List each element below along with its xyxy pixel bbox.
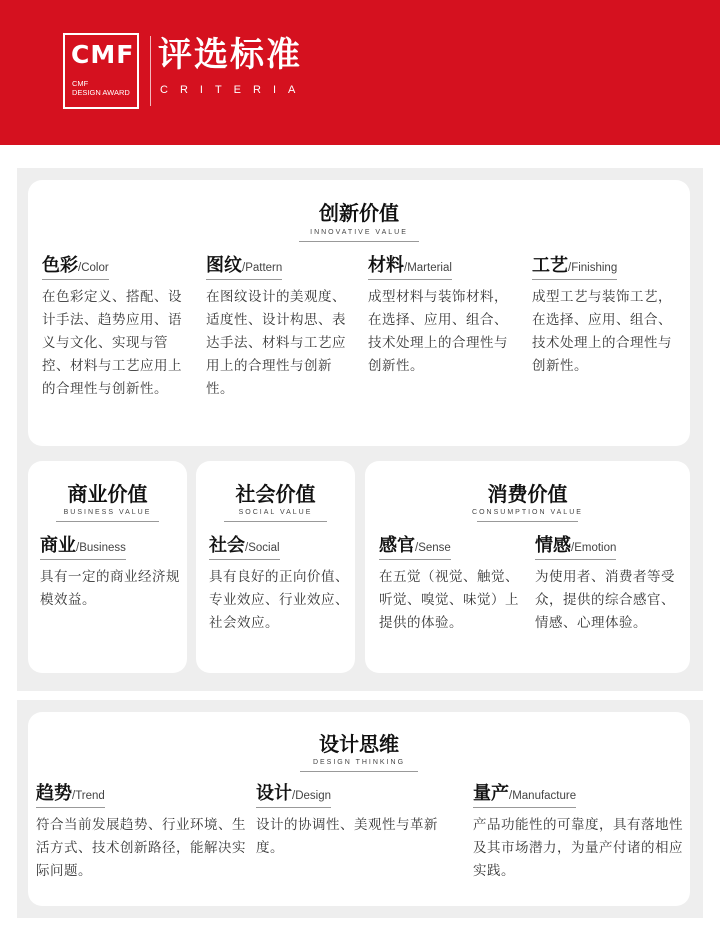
criterion-name: 商业 xyxy=(40,535,76,556)
criterion-name: 社会 xyxy=(209,535,245,556)
criterion-en: /Finishing xyxy=(568,262,618,274)
criterion-text: 在五觉（视觉、触觉、听觉、嗅觉、味觉）上提供的体验。 xyxy=(379,569,519,631)
card-subtitle: SOCIAL VALUE xyxy=(238,509,313,516)
criterion-text: 设计的协调性、美观性与革新度。 xyxy=(256,817,438,856)
criterion-text: 产品功能性的可靠度，具有落地性及其市场潜力，为量产付诸的相应实践。 xyxy=(473,817,683,879)
business-value-card xyxy=(28,461,187,673)
criterion-en: /Sense xyxy=(415,542,451,554)
value-panel xyxy=(17,168,703,691)
criterion-en: /Trend xyxy=(72,790,105,802)
criterion-item xyxy=(36,784,246,883)
criterion-name: 图纹 xyxy=(206,255,242,276)
criterion-name: 情感 xyxy=(535,535,571,556)
page-title: 评选标准 xyxy=(158,35,302,75)
criterion-text: 为使用者、消费者等受众，提供的综合感官、情感、心理体验。 xyxy=(535,569,675,631)
criterion-en: /Manufacture xyxy=(509,790,577,802)
logo-line-1: CMF xyxy=(72,79,89,88)
criterion-heading xyxy=(532,257,617,280)
card-subtitle: CONSUMPTION VALUE xyxy=(472,509,583,516)
header-divider xyxy=(150,36,151,106)
card-title: 消费价值 xyxy=(487,482,568,506)
logo-mark: CMF xyxy=(71,40,135,69)
criterion-en: /Social xyxy=(245,542,280,554)
criterion-heading xyxy=(379,537,451,560)
criterion-text: 具有一定的商业经济规模效益。 xyxy=(40,569,180,608)
criterion-en: /Business xyxy=(76,542,126,554)
criterion-name: 感官 xyxy=(379,535,415,556)
criterion-name: 材料 xyxy=(368,255,404,276)
criterion-item xyxy=(368,256,520,378)
criterion-name: 工艺 xyxy=(532,255,568,276)
criterion-name: 量产 xyxy=(473,783,509,804)
criterion-item xyxy=(206,256,356,401)
card-title: 社会价值 xyxy=(235,482,316,506)
design-panel xyxy=(17,700,703,918)
criterion-name: 色彩 xyxy=(42,255,78,276)
criterion-en: /Color xyxy=(78,262,109,274)
card-title: 创新价值 xyxy=(319,201,399,225)
cmf-logo xyxy=(63,33,139,109)
subtitle-underline xyxy=(300,771,418,772)
criterion-item xyxy=(379,536,519,635)
card-subtitle: INNOVATIVE VALUE xyxy=(310,229,408,236)
consumption-value-card xyxy=(365,461,690,673)
criterion-text: 成型工艺与装饰工艺，在选择、应用、组合、技术处理上的合理性与创新性。 xyxy=(532,289,672,374)
criterion-heading xyxy=(42,257,109,280)
page-subtitle: CRITERIA xyxy=(160,84,308,96)
criterion-heading xyxy=(368,257,452,280)
innovative-value-card xyxy=(28,180,690,446)
criterion-item xyxy=(42,256,192,401)
criterion-item xyxy=(473,784,683,883)
criterion-heading xyxy=(256,785,331,808)
card-title: 设计思维 xyxy=(319,732,399,756)
criterion-name: 设计 xyxy=(256,783,292,804)
card-title: 商业价值 xyxy=(67,482,148,506)
criterion-text: 在图纹设计的美观度、适度性、设计构思、表达手法、材料与工艺应用上的合理性与创新性。 xyxy=(206,289,346,397)
card-subtitle: BUSINESS VALUE xyxy=(63,509,152,516)
criterion-item xyxy=(256,784,464,860)
subtitle-underline xyxy=(224,521,327,522)
criterion-en: /Pattern xyxy=(242,262,283,274)
subtitle-underline xyxy=(56,521,159,522)
logo-line-2: DESIGN AWARD xyxy=(72,88,130,97)
criterion-heading xyxy=(473,785,576,808)
criterion-en: /Marterial xyxy=(404,262,452,274)
criterion-en: /Design xyxy=(292,790,331,802)
criterion-name: 趋势 xyxy=(36,783,72,804)
criterion-text: 具有良好的正向价值、专业效应、行业效应、社会效应。 xyxy=(209,569,349,631)
card-subtitle: DESIGN THINKING xyxy=(312,759,406,766)
criterion-item xyxy=(209,536,349,635)
criterion-en: /Emotion xyxy=(571,542,617,554)
criterion-item xyxy=(40,536,180,612)
subtitle-underline xyxy=(299,241,419,242)
criterion-item xyxy=(532,256,684,378)
criterion-text: 符合当前发展趋势、行业环境、生活方式、技术创新路径，能解决实际问题。 xyxy=(36,817,246,879)
criterion-heading xyxy=(40,537,126,560)
subtitle-underline xyxy=(477,521,578,522)
header-banner xyxy=(0,0,720,145)
design-thinking-card xyxy=(28,712,690,906)
criterion-heading xyxy=(206,257,282,280)
criterion-heading xyxy=(209,537,280,560)
criterion-item xyxy=(535,536,681,635)
criterion-heading xyxy=(535,537,616,560)
social-value-card xyxy=(196,461,355,673)
criterion-heading xyxy=(36,785,105,808)
criterion-text: 在色彩定义、搭配、设计手法、趋势应用、语义与文化、实现与管控、材料与工艺应用上的合理性与创新性。 xyxy=(42,289,182,397)
criterion-text: 成型材料与装饰材料，在选择、应用、组合、技术处理上的合理性与创新性。 xyxy=(368,289,508,374)
